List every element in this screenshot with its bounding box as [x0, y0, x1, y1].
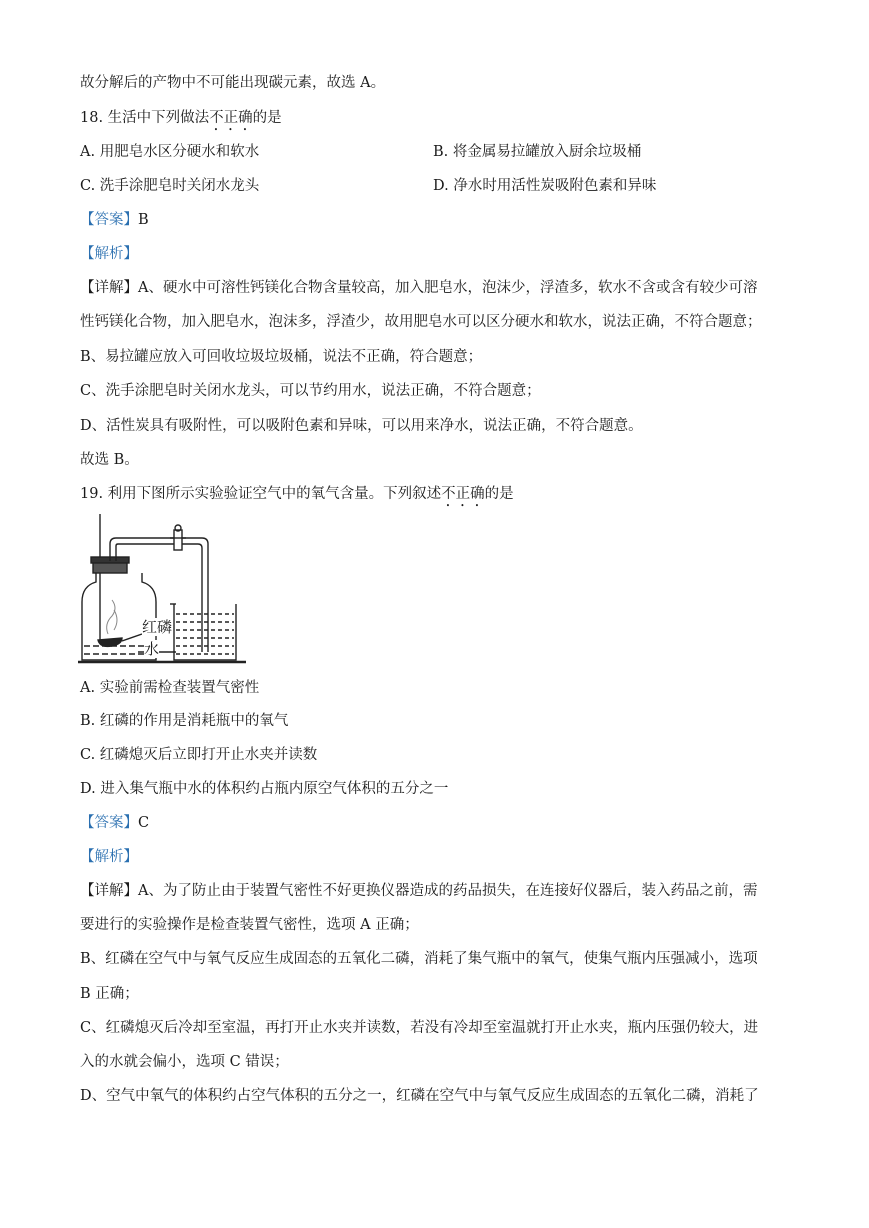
detail-line: 要进行的实验操作是检查装置气密性，选项 A 正确；: [80, 917, 419, 933]
detail-line: 故选 B。: [80, 452, 139, 468]
option-b: B. 红磷的作用是消耗瓶中的氧气: [80, 713, 289, 729]
answer-19: [80, 813, 149, 833]
answer-value: C: [138, 815, 150, 831]
answer-tag: 【答案】: [80, 212, 138, 228]
analysis-tag: 【解析】: [80, 246, 138, 262]
detail-line: B 正确；: [80, 986, 139, 1002]
option-a: A. 用肥皂水区分硬水和软水: [80, 144, 260, 160]
apparatus-figure: [78, 512, 248, 666]
detail-line: B、易拉罐应放入可回收垃圾垃圾桶，说法不正确，符合题意；: [80, 349, 483, 365]
detail-tag: 【详解】: [80, 883, 138, 899]
detail-line: B、红磷在空气中与氧气反应生成固态的五氧化二磷，消耗了集气瓶中的氧气，使集气瓶内压强减小，选项: [80, 951, 758, 967]
detail-line: [80, 881, 757, 901]
detail-text: A、为了防止由于装置气密性不好更换仪器造成的药品损失，在连接好仪器后，装入药品之前，需: [138, 883, 758, 899]
question-18-stem: [80, 108, 282, 134]
detail-line: C、红磷熄灭后冷却至室温，再打开止水夹并读数，若没有冷却至室温就打开止水夹，瓶内压强仍较大，进: [80, 1020, 759, 1036]
answer-tag: 【答案】: [80, 815, 138, 831]
detail-line: 入的水就会偏小，选项 C 错误；: [80, 1054, 289, 1070]
apparatus-diagram: [78, 512, 248, 666]
emphasized-text: 不正确: [209, 110, 253, 126]
figure-label-red-phosphorus: 红磷: [142, 618, 173, 636]
option-d: D. 进入集气瓶中水的体积约占瓶内原空气体积的五分之一: [80, 781, 449, 797]
answer-18: [80, 210, 149, 230]
option-b: B. 将金属易拉罐放入厨余垃圾桶: [433, 144, 642, 160]
option-a: A. 实验前需检查装置气密性: [80, 680, 260, 696]
question-19-text: 19. 利用下图所示实验验证空气中的氧气含量。下列叙述: [80, 486, 442, 502]
detail-tag: 【详解】: [80, 280, 138, 296]
detail-line: [80, 278, 757, 298]
option-c: C. 洗手涂肥皂时关闭水龙头: [80, 178, 260, 194]
detail-line: 性钙镁化合物，加入肥皂水，泡沫多，浮渣少，故用肥皂水可以区分硬水和软水，说法正确，不符合题意；: [80, 314, 762, 330]
detail-line: D、活性炭具有吸附性，可以吸附色素和异味，可以用来净水，说法正确，不符合题意。: [80, 418, 643, 434]
detail-line: C、洗手涂肥皂时关闭水龙头，可以节约用水，说法正确，不符合题意；: [80, 383, 541, 399]
option-c: C. 红磷熄灭后立即打开止水夹并读数: [80, 747, 318, 763]
text-line: 故分解后的产物中不可能出现碳元素，故选 A。: [80, 75, 386, 91]
figure-label-water: 水: [144, 640, 160, 658]
analysis-tag: 【解析】: [80, 849, 138, 865]
detail-text: A、硬水中可溶性钙镁化合物含量较高，加入肥皂水，泡沫少，浮渣多，软水不含或含有较少可溶: [138, 280, 758, 296]
answer-value: B: [138, 212, 149, 228]
question-18-text: 18. 生活中下列做法: [80, 110, 210, 126]
emphasized-text: 不正确: [441, 486, 485, 502]
option-d: D. 净水时用活性炭吸附色素和异味: [433, 178, 657, 194]
question-18-text-end: 的是: [252, 110, 282, 126]
detail-line: D、空气中氧气的体积约占空气体积的五分之一，红磷在空气中与氧气反应生成固态的五氧化二磷，消耗了: [80, 1088, 759, 1104]
question-19-text-end: 的是: [484, 486, 514, 502]
question-19-stem: [80, 484, 514, 510]
